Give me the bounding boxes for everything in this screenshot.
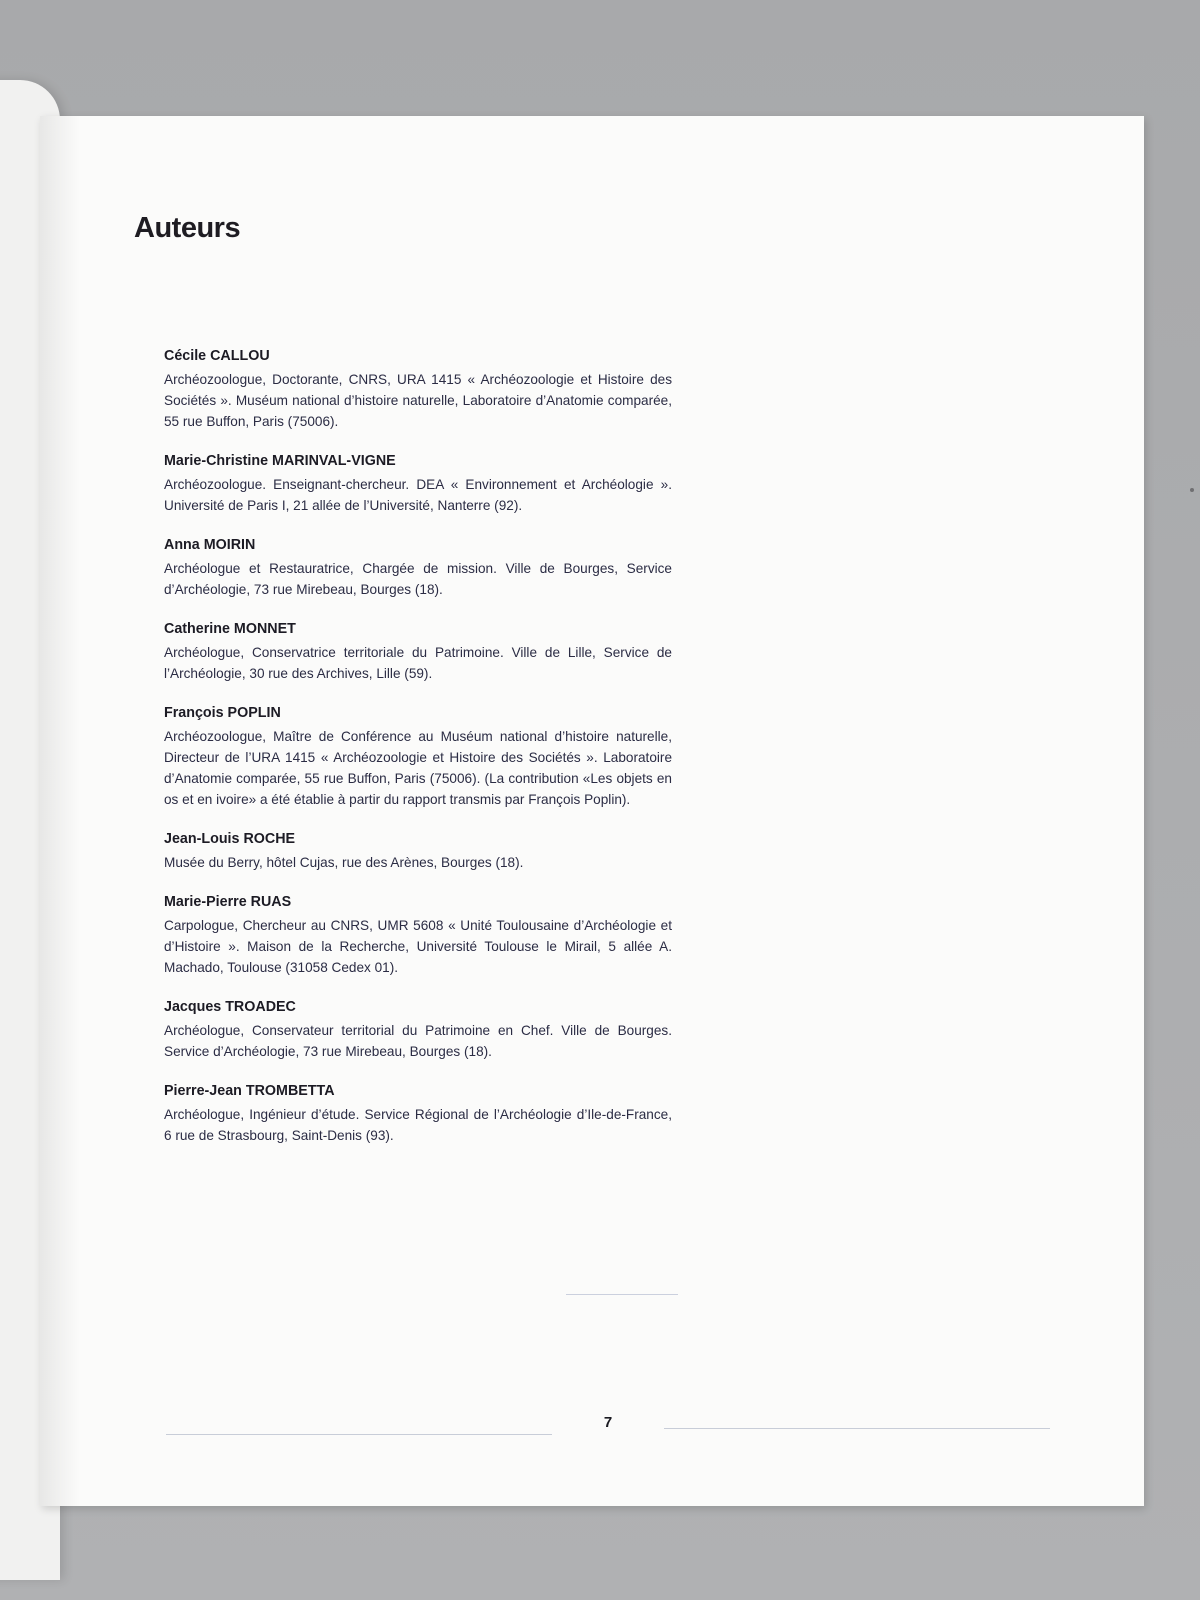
author-list bbox=[164, 348, 672, 1167]
author-description: Archéozoologue, Maître de Conférence au Muséum national d’histoire naturelle, Directeur de l’URA 1415 « Archéozoologie et Histoire des Sociétés ». Laboratoire d’Anatomie comparée, 55 rue Buffon, Paris (75006). (La contribution «Les objets en os et en ivoire» a été établie à partir du rapport transmis par François Poplin). bbox=[164, 729, 672, 807]
author-name: Marie-Christine MARINVAL-VIGNE bbox=[164, 453, 396, 469]
author-description: Archéologue, Conservateur territorial du Patrimoine en Chef. Ville de Bourges. Service d’Archéologie, 73 rue Mirebeau, Bourges (18). bbox=[164, 1023, 672, 1059]
author-entry bbox=[164, 537, 672, 600]
end-divider bbox=[566, 1294, 678, 1295]
author-name: Jacques TROADEC bbox=[164, 999, 296, 1015]
author-description: Archéologue et Restauratrice, Chargée de mission. Ville de Bourges, Service d’Archéologie, 73 rue Mirebeau, Bourges (18). bbox=[164, 561, 672, 597]
author-name: Cécile CALLOU bbox=[164, 348, 270, 364]
author-name: Jean-Louis ROCHE bbox=[164, 831, 296, 847]
author-name: Catherine MONNET bbox=[164, 621, 296, 637]
page-number: 7 bbox=[603, 1414, 613, 1431]
gutter-shadow bbox=[40, 116, 80, 1506]
book-page bbox=[40, 116, 1144, 1506]
footer-rule-left bbox=[166, 1434, 552, 1435]
footer-rule-right bbox=[664, 1428, 1050, 1429]
author-name: François POPLIN bbox=[164, 705, 281, 721]
author-description: Musée du Berry, hôtel Cujas, rue des Arènes, Bourges (18). bbox=[164, 855, 524, 870]
author-description: Carpologue, Chercheur au CNRS, UMR 5608 « Unité Toulousaine d’Archéologie et d’Histoire ». Maison de la Recherche, Université Toulouse le Mirail, 5 allée A. Machado, Toulouse (31058 Cedex 01). bbox=[164, 918, 672, 975]
author-name: Anna MOIRIN bbox=[164, 537, 256, 553]
author-entry bbox=[164, 348, 672, 432]
author-entry bbox=[164, 453, 672, 516]
author-entry bbox=[164, 831, 672, 873]
page-title: Auteurs bbox=[134, 212, 241, 244]
author-description: Archéozoologue, Doctorante, CNRS, URA 1415 « Archéozoologie et Histoire des Sociétés ». Muséum national d’histoire naturelle, Laboratoire d’Anatomie comparée, 55 rue Buffon, Paris (75006). bbox=[164, 372, 672, 429]
author-entry bbox=[164, 1083, 672, 1146]
author-entry bbox=[164, 621, 672, 684]
author-description: Archéozoologue. Enseignant-chercheur. DEA « Environnement et Archéologie ». Université de Paris I, 21 allée de l’Université, Nanterre (92). bbox=[164, 477, 672, 513]
author-entry bbox=[164, 999, 672, 1062]
author-entry bbox=[164, 894, 672, 978]
author-description: Archéologue, Ingénieur d’étude. Service Régional de l’Archéologie d’Ile-de-France, 6 rue de Strasbourg, Saint-Denis (93). bbox=[164, 1107, 672, 1143]
edge-mark bbox=[1190, 488, 1194, 492]
author-name: Marie-Pierre RUAS bbox=[164, 894, 292, 910]
author-name: Pierre-Jean TROMBETTA bbox=[164, 1083, 335, 1099]
author-entry bbox=[164, 705, 672, 810]
author-description: Archéologue, Conservatrice territoriale du Patrimoine. Ville de Lille, Service de l’Archéologie, 30 rue des Archives, Lille (59). bbox=[164, 645, 672, 681]
